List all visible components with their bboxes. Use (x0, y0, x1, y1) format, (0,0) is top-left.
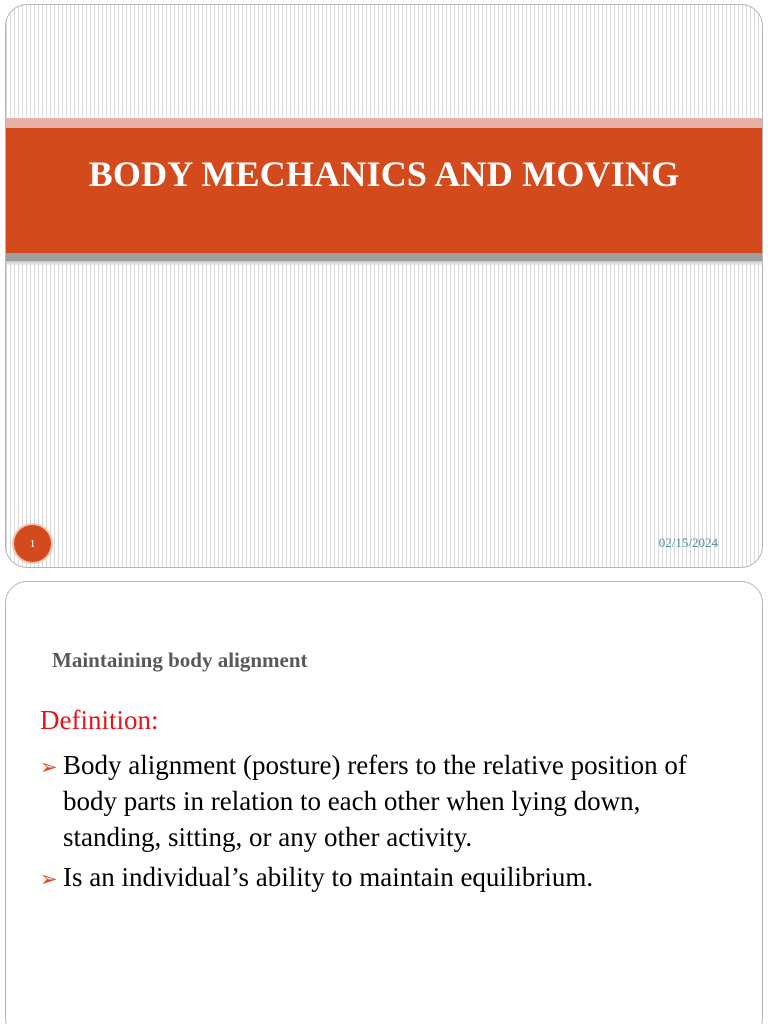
slide-subtitle: Maintaining body alignment (52, 648, 308, 672)
slide-title: BODY MECHANICS AND MOVING (88, 154, 680, 194)
bullet-text: Body alignment (posture) refers to the relative position of body parts in relation to each other when lying down, standing, sitting, or any other activity. (63, 750, 687, 852)
slide-date: 02/15/2024 (658, 535, 718, 550)
title-shadow (6, 261, 762, 266)
list-item (40, 747, 740, 855)
list-item (40, 859, 740, 895)
bullet-list (40, 747, 740, 899)
title-top-stripe (6, 118, 762, 128)
slide-1 (5, 4, 763, 568)
slide-2 (5, 581, 763, 1024)
slide-number-badge: 1 (14, 525, 51, 562)
arrow-bullet-icon: ➢ (40, 867, 58, 891)
title-bottom-stripe (6, 253, 762, 261)
bullet-text: Is an individual’s ability to maintain equilibrium. (63, 862, 594, 892)
title-band (6, 128, 762, 253)
arrow-bullet-icon: ➢ (40, 755, 58, 779)
definition-heading: Definition: (40, 705, 159, 735)
